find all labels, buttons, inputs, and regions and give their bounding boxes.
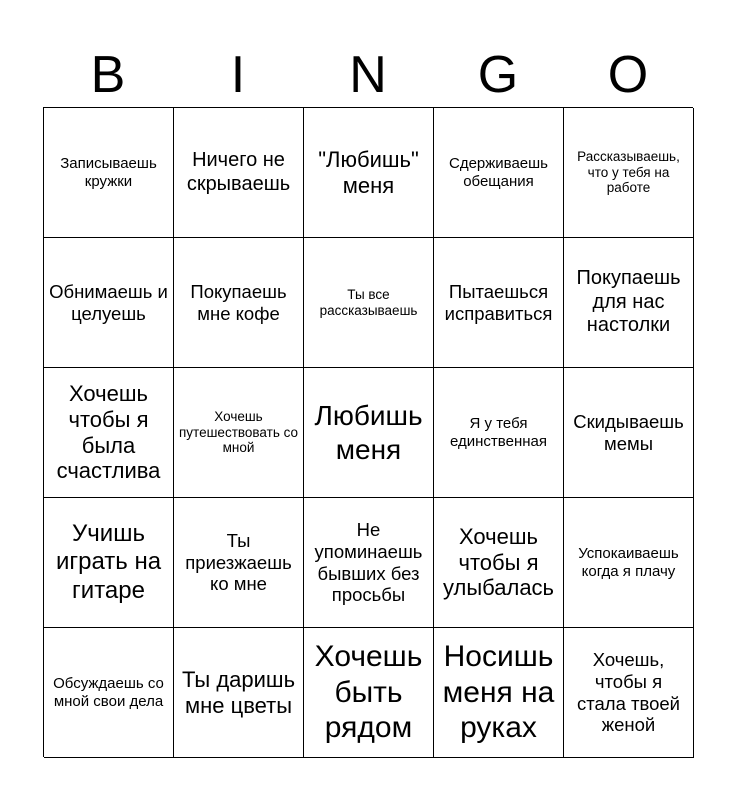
bingo-cell-r4-c4[interactable]: [434, 498, 564, 628]
bingo-cell-r1-c5[interactable]: [564, 108, 694, 238]
cell-text: Записываешь кружки: [60, 154, 157, 190]
cell-text: Успокаиваешь когда я плачу: [578, 544, 679, 580]
bingo-cell-r3-c5[interactable]: [564, 368, 694, 498]
cell-text: Пытаешься исправиться: [444, 280, 553, 324]
bingo-cell-r3-c2[interactable]: [174, 368, 304, 498]
bingo-cell-r4-c2[interactable]: [174, 498, 304, 628]
cell-text: Ты приезжаешь ко мне: [185, 529, 292, 595]
cell-text: Хочешь путешествовать со мной: [179, 408, 299, 456]
cell-text: Я у тебя единственная: [450, 414, 547, 450]
cell-text: Хочешь чтобы я была счастлива: [56, 380, 161, 484]
bingo-cell-r3-c4[interactable]: [434, 368, 564, 498]
bingo-cell-r2-c4[interactable]: [434, 238, 564, 368]
cell-text: Ты даришь мне цветы: [181, 666, 296, 718]
bingo-cell-r3-c1[interactable]: [44, 368, 174, 498]
header-letter-n: N: [349, 46, 387, 104]
bingo-header: [43, 40, 693, 110]
cell-text: Рассказываешь, что у тебя на работе: [577, 148, 680, 196]
cell-text: Скидываешь мемы: [573, 410, 684, 454]
header-letter-i: I: [230, 46, 246, 104]
bingo-cell-r4-c3[interactable]: [304, 498, 434, 628]
cell-text: Ничего не скрываешь: [186, 148, 291, 195]
cell-text: Хочешь быть рядом: [314, 640, 423, 745]
bingo-cell-r1-c4[interactable]: [434, 108, 564, 238]
cell-text: Ты все рассказываешь: [319, 286, 418, 318]
bingo-cell-r2-c1[interactable]: [44, 238, 174, 368]
cell-text: Сдерживаешь обещания: [448, 154, 549, 190]
cell-text: Обсуждаешь со мной свои дела: [53, 674, 164, 710]
cell-text: Покупаешь для нас настолки: [576, 267, 681, 337]
header-letter-g: G: [477, 46, 519, 104]
cell-text: "Любишь" меня: [318, 146, 419, 198]
bingo-cell-r5-c5[interactable]: [564, 628, 694, 758]
bingo-cell-r1-c3[interactable]: [304, 108, 434, 238]
bingo-cell-r5-c2[interactable]: [174, 628, 304, 758]
header-letter-o: O: [607, 46, 649, 104]
bingo-cell-r2-c3[interactable]: [304, 238, 434, 368]
header-letter-b: B: [90, 46, 126, 104]
bingo-cell-r4-c1[interactable]: [44, 498, 174, 628]
bingo-cell-r3-c3[interactable]: [304, 368, 434, 498]
bingo-cell-r5-c4[interactable]: [434, 628, 564, 758]
bingo-cell-r5-c3[interactable]: [304, 628, 434, 758]
bingo-cell-r2-c2[interactable]: [174, 238, 304, 368]
bingo-board: [43, 107, 693, 757]
bingo-cell-r1-c2[interactable]: [174, 108, 304, 238]
cell-text: Любишь меня: [314, 400, 423, 465]
bingo-cell-r4-c5[interactable]: [564, 498, 694, 628]
cell-text: Носишь меня на руках: [442, 640, 555, 745]
bingo-cell-r1-c1[interactable]: [44, 108, 174, 238]
cell-text: Обнимаешь и целуешь: [49, 280, 168, 324]
cell-text: Не упоминаешь бывших без просьбы: [314, 518, 423, 606]
bingo-cell-r5-c1[interactable]: [44, 628, 174, 758]
cell-text: Покупаешь мне кофе: [190, 280, 287, 324]
bingo-cell-r2-c5[interactable]: [564, 238, 694, 368]
cell-text: Хочешь, чтобы я стала твоей женой: [576, 648, 681, 736]
cell-text: Учишь играть на гитаре: [55, 520, 162, 604]
cell-text: Хочешь чтобы я улыбалась: [442, 523, 555, 601]
